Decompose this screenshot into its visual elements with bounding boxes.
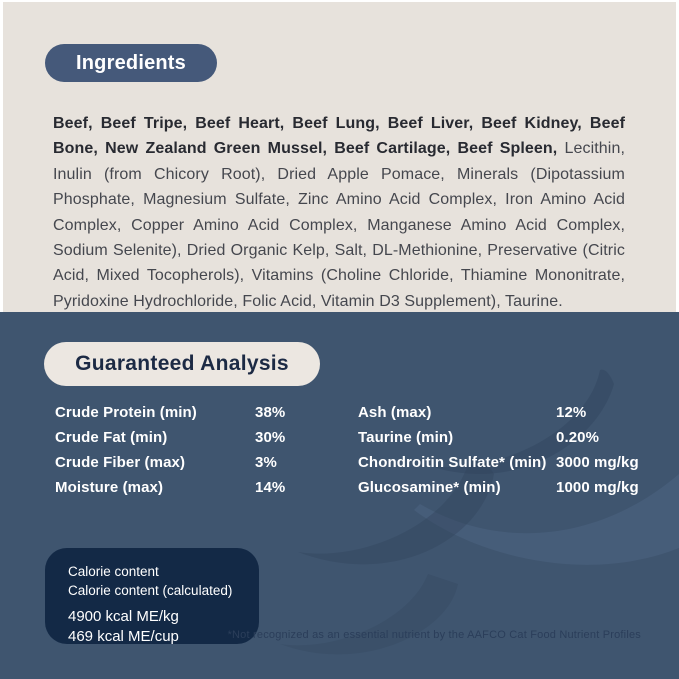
guaranteed-analysis-section [0, 312, 679, 679]
ingredients-primary-list: Beef, Beef Tripe, Beef Heart, Beef Lung, Beef Liver, Beef Kidney, Beef Bone, New Zealand Green Mussel, Beef Cartilage, Beef Spleen, [53, 115, 625, 158]
aafco-footnote: *Not recognized as an essential nutrient by the AAFCO Cat Food Nutrient Profiles [227, 629, 641, 641]
analysis-value: 30% [255, 429, 286, 446]
ingredients-heading-pill [45, 44, 217, 82]
guaranteed-analysis-heading: Guaranteed Analysis [75, 352, 289, 375]
analysis-value: 0.20% [556, 429, 600, 446]
ingredients-section [3, 2, 676, 312]
analysis-value: 38% [255, 404, 286, 421]
analysis-value: 14% [255, 479, 286, 496]
guaranteed-analysis-heading-pill [44, 342, 320, 386]
analysis-row [55, 404, 345, 429]
analysis-row [55, 429, 345, 454]
ingredients-secondary-list: Lecithin, Inulin (from Chicory Root), Dried Apple Pomace, Minerals (Dipotassium Phosphate, Magnesium Sulfate, Zinc Amino Acid Complex, Iron Amino Acid Complex, Copper Amino Acid Complex, Manganese Amino Acid Complex, Sodium Selenite), Dried Organic Kelp, Salt, DL-Methionine, Preservative (Citric Acid, Mixed Tocopherols), Vitamins (Choline Chloride, Thiamine Mononitrate, Pyridoxine Hydrochloride, Folic Acid, Vitamin D3 Supplement), Taurine. [53, 140, 625, 310]
analysis-column-right [358, 404, 658, 504]
analysis-label: Moisture (max) [55, 479, 164, 496]
ingredients-heading: Ingredients [76, 51, 186, 74]
analysis-value: 12% [556, 404, 587, 421]
analysis-label: Glucosamine* (min) [358, 479, 501, 496]
analysis-label: Crude Fiber (max) [55, 454, 186, 471]
analysis-label: Crude Fat (min) [55, 429, 168, 446]
analysis-row [358, 429, 658, 454]
analysis-row [358, 454, 658, 479]
analysis-value: 3% [255, 454, 277, 471]
calorie-content-calculated-label: Calorie content (calculated) [68, 582, 233, 598]
analysis-value: 1000 mg/kg [556, 479, 639, 496]
analysis-row [55, 479, 345, 504]
analysis-label: Chondroitin Sulfate* (min) [358, 454, 547, 471]
analysis-column-left [55, 404, 345, 504]
analysis-row [358, 479, 658, 504]
ingredients-paragraph [53, 111, 625, 314]
calorie-value-per-kg: 4900 kcal ME/kg [68, 608, 179, 625]
analysis-row [55, 454, 345, 479]
calorie-content-label: Calorie content [68, 564, 159, 579]
calorie-value-per-cup: 469 kcal ME/cup [68, 628, 179, 645]
analysis-row [358, 404, 658, 429]
analysis-label: Ash (max) [358, 404, 432, 421]
analysis-label: Taurine (min) [358, 429, 454, 446]
analysis-label: Crude Protein (min) [55, 404, 197, 421]
analysis-value: 3000 mg/kg [556, 454, 639, 471]
